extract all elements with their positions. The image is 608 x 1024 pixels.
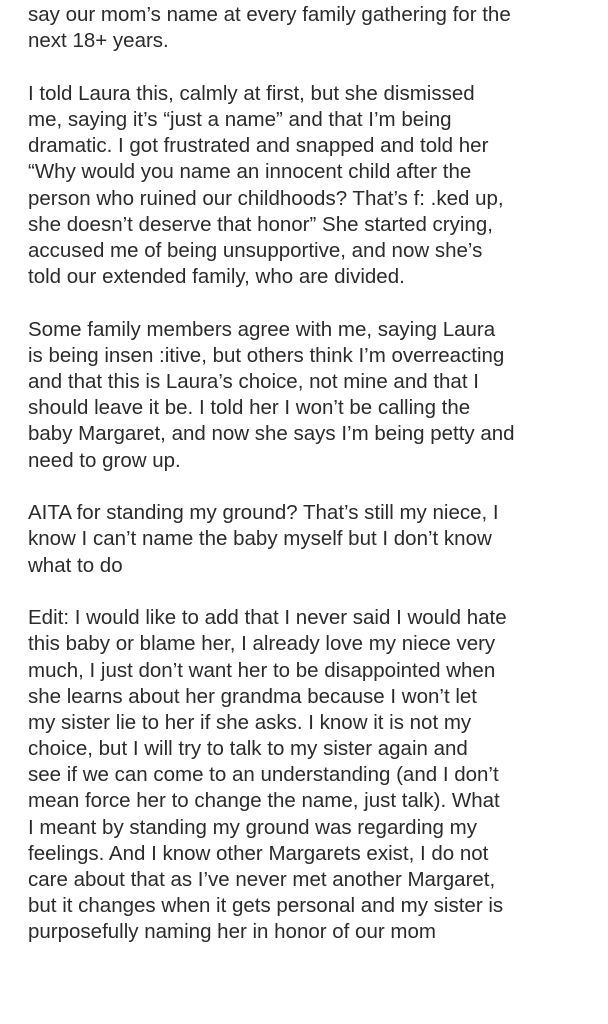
text-line: me, saying it’s “just a name” and that I’m being — [28, 107, 452, 131]
text-line: “Why would you name an innocent child after the — [28, 160, 472, 184]
text-line: purposefully naming her in honor of our mom — [28, 920, 436, 944]
paragraph-gap — [28, 54, 600, 80]
paragraph-gap — [28, 290, 600, 316]
text-line: dramatic. I got frustrated and snapped and told her — [28, 134, 489, 158]
text-line: mean force her to change the name, just talk). What — [28, 789, 500, 813]
text-line: but it changes when it gets personal and my sister is — [28, 894, 504, 918]
text-line: she doesn’t deserve that honor” She started crying, — [28, 212, 493, 236]
text-line: care about that as I’ve never met another Margaret, — [28, 868, 496, 891]
text-line: next 18+ years. — [28, 29, 169, 53]
paragraph-told-laura — [28, 81, 600, 291]
paragraph-gap — [28, 474, 600, 500]
text-line: need to grow up. — [28, 448, 181, 472]
text-line: what to do — [28, 553, 123, 577]
text-line: person who ruined our childhoods? That’s f: .ked up, — [28, 186, 504, 210]
text-line: AITA for standing my ground? That’s still my niece, I — [28, 501, 499, 525]
text-line: see if we can come to an understanding (and I don’t — [28, 763, 499, 787]
paragraph-edit — [28, 605, 600, 945]
paragraph-family-reactions — [28, 317, 600, 474]
text-line: she learns about her grandma because I won’t let — [28, 684, 477, 708]
text-line: baby Margaret, and now she says I’m being petty and — [28, 422, 515, 446]
text-line: say our mom’s name at every family gathering for the — [28, 3, 511, 26]
text-line: told our extended family, who are divided. — [28, 265, 405, 289]
paragraph-gap — [28, 579, 600, 605]
text-line: accused me of being unsupportive, and now she’s — [28, 238, 483, 262]
text-line: know I can’t name the baby myself but I don’t know — [28, 527, 492, 551]
text-line: my sister lie to her if she asks. I know it is not my — [28, 710, 472, 734]
text-line: feelings. And I know other Margarets exist, I do not — [28, 841, 489, 865]
text-line: I told Laura this, calmly at first, but she dismissed — [28, 81, 475, 105]
text-line: should leave it be. I told her I won’t be calling the — [28, 396, 471, 420]
text-line: and that this is Laura’s choice, not mine and that I — [28, 370, 479, 394]
text-line: choice, but I will try to talk to my sister again and — [28, 737, 468, 761]
text-line: much, I just don’t want her to be disappointed when — [28, 658, 496, 682]
paragraph-intro — [28, 2, 600, 54]
text-line: I meant by standing my ground was regarding my — [28, 815, 477, 839]
text-line: this baby or blame her, I already love my niece very — [28, 632, 496, 656]
text-line: Edit: I would like to add that I never said I would hate — [28, 606, 507, 630]
paragraph-aita-question — [28, 500, 600, 579]
text-line: Some family members agree with me, saying Laura — [28, 317, 496, 341]
post-body — [28, 0, 600, 946]
text-line: is being insen :itive, but others think I’m overreacting — [28, 343, 505, 367]
